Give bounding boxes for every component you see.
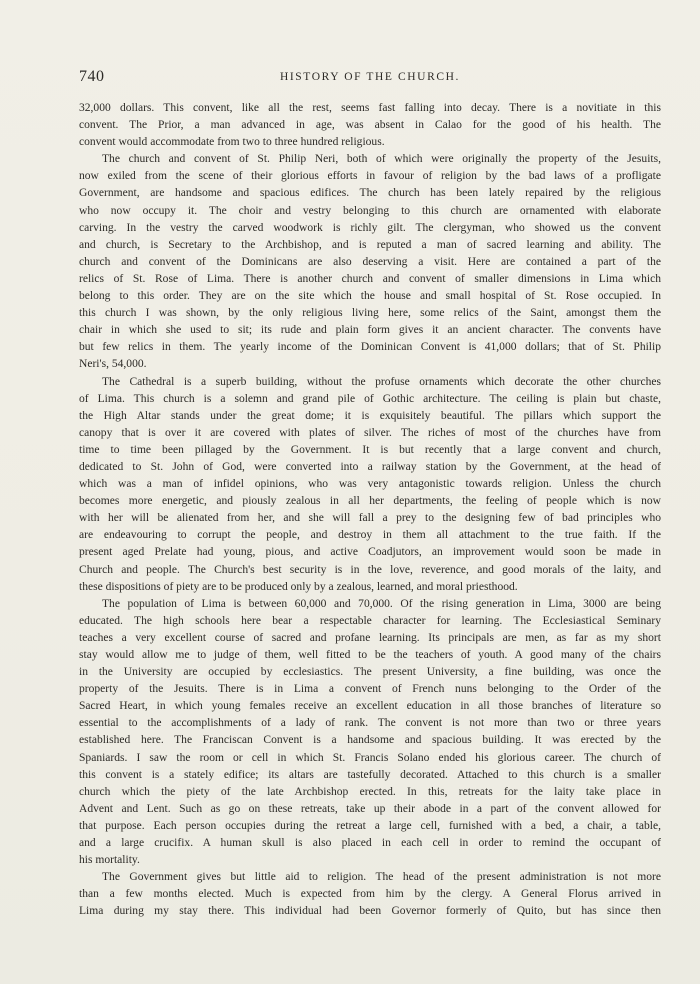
text-line: essential to the accomplishments of a lady of rank. The convent is not more than two or three years: [79, 717, 661, 730]
text-line: church and convent of the Dominicans are also deserving a visit. Here are contained a part of the: [79, 255, 661, 268]
text-line: time to time been pillaged by the Government. It is but recently that a large convent and church,: [79, 443, 661, 456]
body-text: [79, 100, 661, 921]
paragraph: [79, 869, 661, 920]
text-line: established here. The Franciscan Convent is a handsome and spacious building. It was erected by the: [79, 734, 661, 747]
text-line: dedicated to St. John of God, were converted into a railway station by the Government, at the head of: [79, 460, 661, 473]
text-line: church which the piety of the late Archbishop erected. In this, retreats for the laity take place in: [79, 785, 661, 798]
running-title: HISTORY OF THE CHURCH.: [279, 71, 461, 83]
text-line: in the University are occupied by ecclesiastics. The present University, a fine building, was once the: [79, 666, 661, 679]
text-line: the High Altar stands under the great dome; it is exquisitely beautiful. The pillars which support the: [79, 409, 661, 422]
text-line: The population of Lima is between 60,000 and 70,000. Of the rising generation in Lima, 3000 are being: [102, 597, 661, 610]
paragraph: [79, 151, 661, 373]
text-line: are endeavouring to corrupt the people, and destroy in them all attachment to the true faith. If the: [79, 529, 661, 542]
text-line: belong to this order. They are on the site which the house and small hospital of St. Rose occupied. In: [79, 290, 661, 303]
page-header: [79, 68, 661, 88]
text-line: with her will be alienated from her, and she will fall a prey to the designing few of bad principles who: [79, 512, 661, 525]
text-line: these dispositions of piety are to be produced only by a zealous, learned, and moral priesthood.: [79, 580, 518, 593]
page-number: 740: [79, 68, 105, 85]
text-line: Spaniards. I saw the room or cell in which St. Francis Solano ended his glorious career. The church of: [79, 751, 661, 764]
text-line: canopy that is over it are covered with plates of silver. The riches of most of the churches have from: [79, 426, 661, 439]
text-line: stay would allow me to judge of them, well fitted to be the teachers of youth. A good many of the chairs: [79, 649, 661, 661]
text-line: of Lima. This church is a solemn and grand pile of Gothic architecture. The ceiling is plain but chaste,: [79, 392, 661, 405]
text-line: carving. In the vestry the carved woodwork is richly gilt. The clergyman, who showed us the convent: [79, 221, 661, 234]
text-line: and church, is Secretary to the Archbishop, and is reputed a man of sacred learning and ability. The: [79, 238, 661, 251]
paragraph: [79, 374, 661, 596]
text-line: present aged Prelate had young, pious, and active Coadjutors, an improvement would soon be made in: [79, 546, 661, 559]
text-line: Neri's, 54,000.: [79, 358, 147, 371]
text-line: chair in which she used to sit; its rude and plain form gives it an ancient character. The convents have: [79, 324, 661, 337]
text-line: but few relics in them. The yearly income of the Dominican Convent is 41,000 dollars; that of St. Philip: [79, 341, 661, 354]
text-line: Church and people. The Church's best security is in the love, reverence, and good morals of the laity, and: [79, 563, 661, 576]
text-line: convent. The Prior, a man advanced in age, was absent in Calao for the good of his health. The: [79, 119, 661, 132]
text-line: educated. The high schools here bear a respectable character for learning. The Ecclesiastical Seminary: [79, 614, 661, 627]
text-line: Lima during my stay there. This individual had been Governor formerly of Quito, but has since then: [79, 905, 661, 918]
text-line: than a few months elected. Much is expected from him by the clergy. A General Florus arrived in: [79, 888, 661, 901]
text-line: who now occupy it. The choir and vestry belonging to this church are ornamented with elaborate: [79, 204, 661, 217]
text-line: teaches a very excellent course of sacred and profane learning. Its principals are men, as far as my short: [79, 631, 661, 644]
text-line: which was a man of infidel opinions, who was very antagonistic towards religion. Unless the church: [79, 478, 661, 491]
text-line: Advent and Lent. Such as go on these retreats, take up their abode in a part of the convent allowed for: [79, 802, 661, 815]
text-line: Sacred Heart, in which young females receive an excellent education in all those branches of literature so: [79, 700, 661, 713]
text-line: his mortality.: [79, 854, 140, 867]
text-line: becomes more energetic, and piously zealous in all her departments, the feeling of people which is now: [79, 495, 661, 508]
text-line: now exiled from the scene of their glorious efforts in favour of religion by the bad laws of a profligate: [79, 170, 661, 183]
text-line: 32,000 dollars. This convent, like all the rest, seems fast falling into decay. There is a novitiate in this: [79, 102, 661, 114]
text-line: and a large crucifix. A human skull is also placed in each cell in order to remind the occupant of: [79, 837, 661, 850]
text-line: convent would accommodate from two to three hundred religious.: [79, 136, 385, 149]
text-line: this convent is a stately edifice; its altars are tastefully decorated. Attached to this church is a smaller: [79, 768, 661, 781]
text-line: relics of St. Rose of Lima. There is another church and convent of smaller dimensions in Lima which: [79, 272, 661, 285]
paragraph: [79, 596, 661, 870]
paragraph: [79, 100, 661, 151]
text-line: The Cathedral is a superb building, without the profuse ornaments which decorate the other churches: [102, 375, 661, 388]
text-line: Government, are handsome and spacious edifices. The church has been lately repaired by the religious: [79, 187, 661, 200]
text-line: this church I was shown, by the only religious living here, some relics of the Saint, amongst them the: [79, 307, 661, 320]
text-line: that purpose. Each person occupies during the retreat a large cell, furnished with a bed, a chair, a table,: [79, 819, 661, 832]
text-line: The Government gives but little aid to religion. The head of the present administration is not more: [102, 871, 661, 884]
text-line: The church and convent of St. Philip Neri, both of which were originally the property of the Jesuits,: [102, 153, 661, 166]
text-line: property of the Jesuits. There is in Lima a convent of French nuns belonging to the Order of the: [79, 683, 661, 696]
